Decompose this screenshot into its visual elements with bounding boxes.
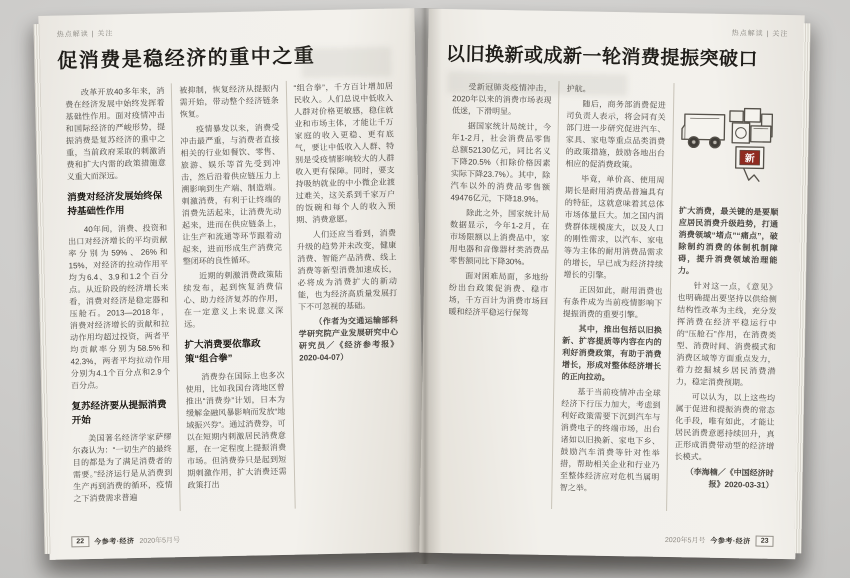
- paragraph: “组合拳”，千方百计增加居民收入。人们总说中低收入人群对价格更敏感，稳住就业和市场主体，才能让千万家庭的收入更稳、更有底气，要让中低收入人群、特别是受疫情影响较大的人群收入更有保障。同时，要支持吸纳就业的中小微企业渡过难关，这关系到千家万户的饭碗和每个人的收入预期、消费意愿。: [293, 81, 396, 225]
- paragraph: 美国著名经济学家萨缪尔森认为：“一切生产的最终目的都是为了满足消费者的需要。”经济运行是从消费到生产再到消费的循环，疫情之下消费需求普遍: [72, 432, 173, 504]
- right-article-title: 以旧换新或成新一轮消费提振突破口: [445, 44, 759, 71]
- paragraph: 针对这一点，《意见》也明确提出要坚持以供给侧结构性改革为主线，充分发挥消费在经济平稳运行中的“压舱石”作用，在消费类型、消费时间、消费模式和消费区域等方面重点发力，着力挖掘城乡居民消费潜力，稳定消费预期。: [675, 281, 778, 388]
- right-page-header: 热点解读 | 关注: [731, 30, 789, 39]
- article-intro: 改革开放40多年来，消费在经济发展中始终发挥着基础性作用。面对疫情冲击和国际经济的严峻形势，提振消费是复苏经济的重中之重，当前政府采取的刺激消费和扩大内需的政策措施意义重大而深远。: [65, 86, 166, 182]
- paragraph: 40年间，消费、投资和出口对经济增长的平均贡献率分别为59%、26%和15%，对经济的拉动作用平均为6.4、3.9和1.2个百分点。从近阶段的经济增长来看，消费对经济是稳定器和压舱石。2013—2018年，消费对经济增长的贡献和拉动作用均超过投资，两者平均贡献率分别为58.5%和42.3%，两者平均拉动作用分别为4.1个百分点和2.9个百分点。: [67, 223, 171, 391]
- left-page-columns: [58, 78, 409, 513]
- paragraph: 人们还应当看到，消费升级的趋势并未改变，健康消费、智能产品消费、线上消费等新型消费加速成长，必将成为消费扩大的新动能，也为经济高质量发展打下不可忽视的基础。: [296, 228, 398, 312]
- paragraph: 护航。: [566, 84, 591, 94]
- paragraph: 基于当前疫情冲击全球经济下行压力加大，考虑到利好政策需要下沉到汽车与消费电子的终端市场，出台诸如以旧换新、家电下乡、鼓励汽车消费等针对性举措，帮助相关企业和行业乃至整体经济应对危机当属明智之举。: [559, 387, 661, 493]
- paragraph: 据国家统计局统计，今年1-2月，社会消费品零售总额52130亿元，同比名义下降20.5%（扣除价格因素实际下降23.7%）。其中，除汽车以外的消费品零售额49476亿元，下降18.9%。: [450, 121, 552, 204]
- right-page: [419, 9, 804, 559]
- new-label: 新: [744, 153, 755, 165]
- truck-appliances-icon: [679, 91, 780, 197]
- left-page-header: 热点解读 | 关注: [56, 30, 114, 39]
- source-attribution: （作者为交通运输部科学研究院产业发展研究中心研究员／《经济参考报》2020-04-07）: [298, 315, 399, 363]
- paragraph: 消费券在国际上也多次使用，比如我国台湾地区曾推出“消费券”计划，日本为缓解金融风暴影响而发放“地域振兴券”。通过消费券，可以在短期内刺激居民消费意愿，在一定程度上提振消费市场。但消费券只是起到短期刺激作用，扩大消费还需政策打出: [185, 370, 287, 490]
- magazine-spread: [42, 8, 810, 564]
- right-page-columns: [438, 79, 787, 513]
- issue-date: 2020年5月号: [664, 536, 706, 545]
- paragraph: 正因如此，耐用消费也有条件成为当前疫情影响下提振消费的重要引擎。: [562, 285, 663, 320]
- left-column-2: [171, 81, 294, 511]
- magazine-name: 今参考·经济: [710, 537, 751, 545]
- left-page: [38, 8, 425, 560]
- magazine-name: 今参考·经济: [94, 537, 135, 546]
- highlighted-paragraph: 扩大消费，最关键的是要顺应居民消费升级趋势，打通消费领域“堵点”“痛点”，破除制约消费的体制机制障碍，提升消费领域治理能力。: [677, 206, 779, 276]
- page-number: 22: [71, 536, 89, 547]
- paragraph: 疫情暴发以来，消费受冲击最严重，与消费者直接相关的行业如餐饮、零售、旅游、娱乐等首先受到冲击，然后沿着供应链压力上溯影响到生产端、制造端。刺激消费，有利于让终端的消费先活起来，让消费先动起来，进而在供应链条上，让生产和流通等环节跟着动起来，进而形成生产消费完整闭环的良性循环。: [180, 122, 282, 267]
- issue-date: 2020年5月号: [139, 536, 181, 545]
- right-column-3: [666, 83, 788, 513]
- trade-in-truck-illustration: [679, 87, 780, 201]
- paragraph: 近期的刺激消费政策陆续发布，起到恢复消费信心、助力经济复苏的作用，在一定意义上来说意义深远。: [183, 269, 284, 330]
- source-attribution: （李海楠／《中国经济时报》2020-03-31）: [685, 467, 774, 490]
- left-page-footer: [71, 534, 180, 547]
- right-page-footer: [665, 534, 774, 547]
- right-column-2: [551, 81, 673, 511]
- paragraph: 被抑制，恢复经济从提振内需开始，带动整个经济链条恢复。: [179, 83, 279, 120]
- left-article-title: 促消费是稳经济的重中之重: [57, 45, 316, 73]
- paragraph: 毕竟，单价高、使用周期长是耐用消费品普遍具有的特征，这就意味着其总体市场体量巨大。加之国内消费群体规模庞大，以及人口的刚性需求，以汽车、家电等为主体的耐用消费品需求的增长，早已成为经济持续增长的引擎。: [563, 174, 665, 280]
- paragraph: 可以认为，以上这些均属于促进和提振消费的常态化手段，唯有如此，才能让居民消费意愿持续回升，真正形成消费带动型的经济增长模式。: [674, 392, 776, 462]
- column-subheading: 复苏经济要从提振消费开始: [71, 399, 167, 426]
- left-column-3: [285, 78, 408, 508]
- column-subheading: 扩大消费要依靠政策“组合拳”: [184, 338, 261, 365]
- page-number: 23: [756, 536, 774, 547]
- paragraph: 除此之外，国家统计局数据显示，今年1-2月，在市场限额以上消费品中，家用电器和音像器材类消费品零售额同比下降30%。: [449, 208, 550, 267]
- paragraph: 随后，商务部消费促进司负责人表示，将会同有关部门进一步研究促进汽车、家具、家电等重点品类消费的政策措施，鼓励各地出台相应的促消费政策。: [565, 99, 666, 170]
- paragraph: 面对困难局面，多地纷纷出台政策促消费、稳市场，千方百计为消费市场回暖和经济平稳运行保驾: [448, 271, 549, 318]
- highlighted-paragraph: 其中，推出包括以旧换新、扩容提质等内容在内的利好消费政策，有助于消费增长，形成对整体经济增长的正向拉动。: [561, 324, 662, 382]
- left-column-1: [58, 83, 180, 513]
- right-column-1: [438, 79, 559, 509]
- column-subheading: 消费对经济发展始终保持基础性作用: [67, 190, 163, 217]
- paragraph: 受新冠肺炎疫情冲击，2020年以来的消费市场表现低迷，下滑明显。: [451, 82, 552, 117]
